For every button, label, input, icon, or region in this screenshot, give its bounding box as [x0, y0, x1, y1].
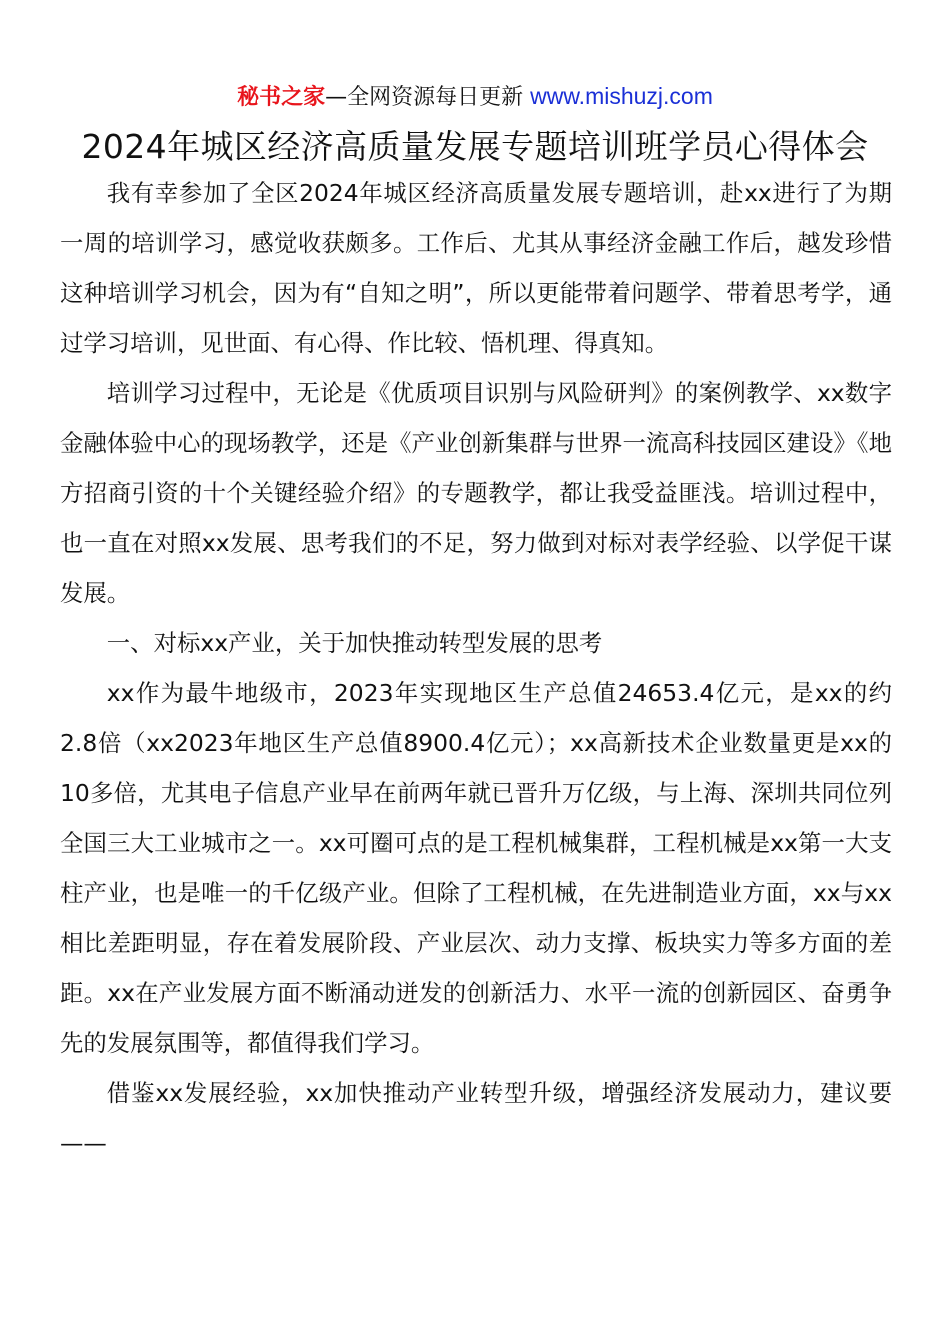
paragraph-industry-comparison: xx作为最牛地级市，2023年实现地区生产总值24653.4亿元，是xx的约2.8倍（xx2023年地区生产总值8900.4亿元）；xx高新技术企业数量更是xx的10多倍，尤其电子信息产业早在前两年就已晋升万亿级，与上海、深圳共同位列全国三大工业城市之一。xx可圈可点的是工程机械集群，工程机械是xx第一大支柱产业，也是唯一的千亿级产业。但除了工程机械，在先进制造业方面，xx与xx相比差距明显，存在着发展阶段、产业层次、动力支撑、板块实力等多方面的差距。xx在产业发展方面不断涌动迸发的创新活力、水平一流的创新园区、奋勇争先的发展氛围等，都值得我们学习。: [60, 679, 892, 1057]
paragraph-suggestions: 借鉴xx发展经验，xx加快推动产业转型升级，增强经济发展动力，建议要——: [60, 1079, 892, 1157]
paragraph-training-process: 培训学习过程中，无论是《优质项目识别与风险研判》的案例教学、xx数字金融体验中心的现场教学，还是《产业创新集群与世界一流高科技园区建设》《地方招商引资的十个关键经验介绍》的专题教学，都让我受益匪浅。培训过程中，也一直在对照xx发展、思考我们的不足，努力做到对标对表学经验、以学促干谋发展。: [60, 379, 892, 607]
brand-name: 秘书之家: [237, 85, 326, 110]
site-url-link[interactable]: www.mishuzj.com: [530, 83, 713, 109]
document-body: [60, 168, 892, 1168]
paragraph-intro: 我有幸参加了全区2024年城区经济高质量发展专题培训，赴xx进行了为期一周的培训学习，感觉收获颇多。工作后、尤其从事经济金融工作后，越发珍惜这种培训学习机会，因为有“自知之明”，所以更能带着问题学、带着思考学，通过学习培训，见世面、有心得、作比较、悟机理、得真知。: [60, 179, 892, 357]
site-banner: [0, 80, 950, 114]
document-title: 2024年城区经济高质量发展专题培训班学员心得体会: [81, 127, 869, 166]
section-heading-1: 一、对标xx产业，关于加快推动转型发展的思考: [106, 629, 603, 657]
banner-tagline: —全网资源每日更新: [325, 85, 531, 110]
